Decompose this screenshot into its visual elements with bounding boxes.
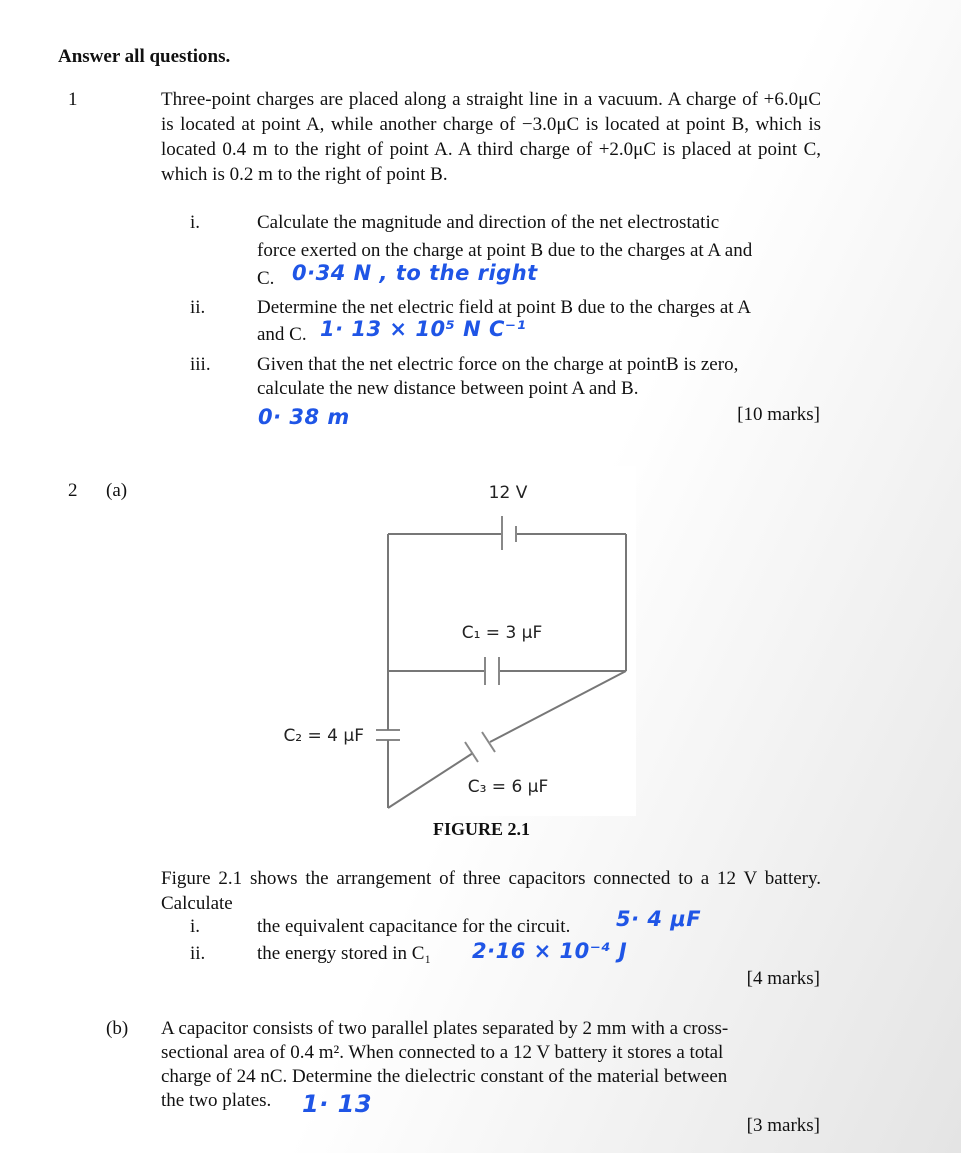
q1-part-iii-line2: calculate the new distance between point A and B.: [257, 378, 639, 399]
c3-wire-lower: [388, 753, 473, 808]
q1-part-i-line2: force exerted on the charge at point B due to the charges at A and: [257, 240, 753, 261]
q2a-part-i-label: i.: [190, 916, 201, 937]
q1-part-i-label: i.: [190, 212, 201, 233]
q2b-line1: A capacitor consists of two parallel plates separated by 2 mm with a cross-: [161, 1018, 729, 1039]
q2a-part-ii-label: ii.: [190, 943, 206, 964]
q1-part-ii-line1: Determine the net electric field at point B due to the charges at A: [257, 297, 751, 318]
question-1-text: Three-point charges are placed along a straight line in a vacuum. A charge of +6.0μC is located at point A, while another charge of −3.0μC is located at point B, which is located 0.4 m to the right of point A. A third charge of +2.0μC is placed at point C, which is 0.2 m to the right of point B.: [161, 89, 821, 185]
q2b-marks: [3 marks]: [746, 1115, 820, 1136]
q1-part-i-line1: Calculate the magnitude and direction of the net electrostatic: [257, 212, 720, 233]
q2a-text: Figure 2.1 shows the arrangement of three capacitors connected to a 12 V battery. Calculate: [161, 868, 821, 914]
c2-label: C₂ = 4 μF: [283, 726, 364, 746]
q2a-part-i-text: the equivalent capacitance for the circuit.: [257, 916, 571, 937]
section-title: Answer all questions.: [58, 46, 231, 67]
q1-part-i-line3: C.: [257, 268, 275, 289]
c3-wire-upper: [490, 671, 626, 742]
q2a-marks: [4 marks]: [746, 968, 820, 989]
q2b-line3: charge of 24 nC. Determine the dielectric constant of the material between: [161, 1066, 728, 1087]
q1-marks: [10 marks]: [737, 404, 820, 425]
q2-part-b-label: (b): [106, 1018, 129, 1039]
c3-plate-right: [482, 732, 495, 752]
c3-label: C₃ = 6 μF: [467, 777, 549, 797]
circuit-diagram: [258, 466, 636, 816]
q2b-line4: the two plates.: [161, 1090, 272, 1111]
q1-part-iii-answer: 0· 38 m: [258, 405, 350, 429]
q1-part-iii-label: iii.: [190, 354, 211, 375]
q1-part-ii-answer: 1· 13 × 10⁵ N C⁻¹: [320, 317, 527, 341]
q2a-part-ii-text: the energy stored in C₁: [257, 943, 432, 964]
question-2-number: 2: [68, 480, 78, 501]
figure-caption: FIGURE 2.1: [433, 819, 531, 839]
battery-label: 12 V: [488, 483, 528, 503]
question-1-number: 1: [68, 89, 78, 110]
q2b-answer: 1· 13: [302, 1090, 373, 1118]
q2a-part-i-answer: 5· 4 μF: [616, 907, 702, 931]
q1-part-iii-line1: Given that the net electric force on the charge at pointB is zero,: [257, 354, 739, 375]
circuit-figure: [258, 466, 636, 816]
c3-plate-left: [465, 742, 478, 762]
q1-part-i-answer: 0·34 N , to the right: [292, 261, 538, 285]
q1-part-ii-line2: and C.: [257, 324, 307, 345]
q2-part-a-label: (a): [106, 480, 128, 501]
q2b-line2: sectional area of 0.4 m². When connected to a 12 V battery it stores a total: [161, 1042, 724, 1063]
c1-label: C₁ = 3 μF: [461, 623, 543, 643]
q2a-part-ii-answer: 2·16 × 10⁻⁴ J: [472, 939, 628, 963]
q1-part-ii-label: ii.: [190, 297, 206, 318]
